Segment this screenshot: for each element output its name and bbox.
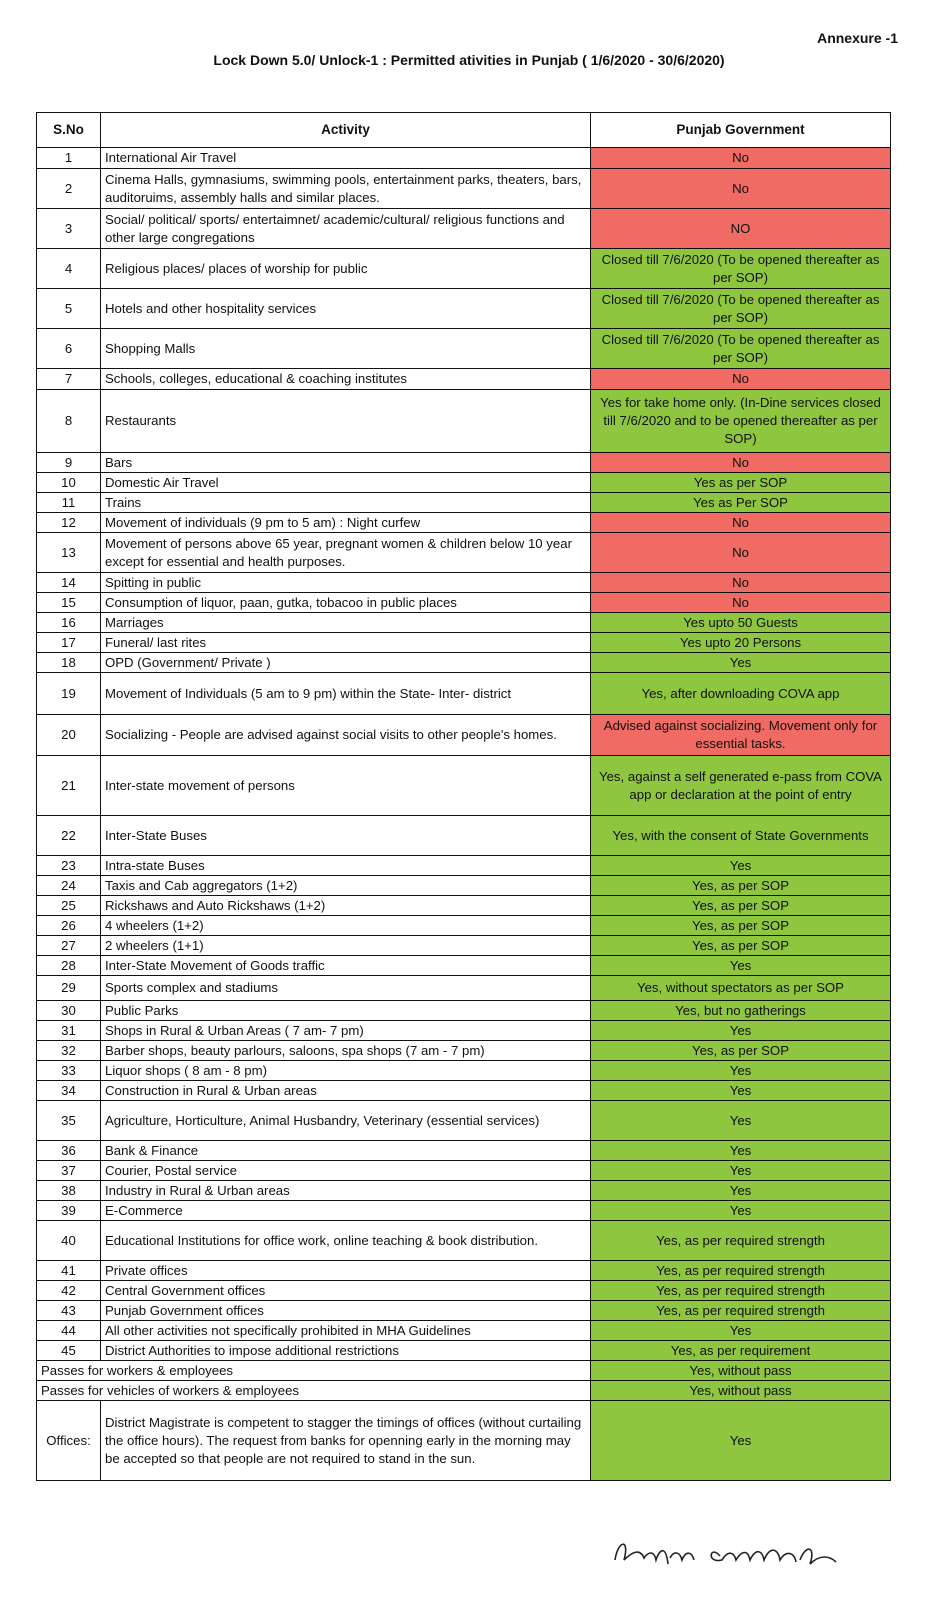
row-activity: OPD (Government/ Private ) xyxy=(101,653,591,673)
row-status: Yes, as per required strength xyxy=(591,1301,891,1321)
table-row xyxy=(37,976,891,1001)
table-row xyxy=(37,876,891,896)
row-sno: 21 xyxy=(37,756,101,816)
row-sno: 27 xyxy=(37,936,101,956)
table-row xyxy=(37,1281,891,1301)
row-activity: Movement of Individuals (5 am to 9 pm) within the State- Inter- district xyxy=(101,673,591,715)
table-row xyxy=(37,1181,891,1201)
row-status: Yes, as per SOP xyxy=(591,896,891,916)
row-status: Closed till 7/6/2020 (To be opened thereafter as per SOP) xyxy=(591,329,891,369)
row-status: Yes, as per SOP xyxy=(591,916,891,936)
row-activity: Private offices xyxy=(101,1261,591,1281)
row-status: No xyxy=(591,513,891,533)
row-status: Closed till 7/6/2020 (To be opened thereafter as per SOP) xyxy=(591,249,891,289)
row-activity: Rickshaws and Auto Rickshaws (1+2) xyxy=(101,896,591,916)
row-sno: 34 xyxy=(37,1081,101,1101)
pass-label: Passes for vehicles of workers & employees xyxy=(37,1381,591,1401)
row-activity: Sports complex and stadiums xyxy=(101,976,591,1001)
row-status: Yes, against a self generated e-pass from COVA app or declaration at the point of entry xyxy=(591,756,891,816)
row-activity: Bank & Finance xyxy=(101,1141,591,1161)
row-status: Yes xyxy=(591,1101,891,1141)
row-status: No xyxy=(591,369,891,390)
row-status: Yes xyxy=(591,1021,891,1041)
row-activity: E-Commerce xyxy=(101,1201,591,1221)
row-status: Yes xyxy=(591,856,891,876)
row-sno: 15 xyxy=(37,593,101,613)
activities-table xyxy=(36,112,891,1481)
row-activity: Public Parks xyxy=(101,1001,591,1021)
row-status: Yes as per SOP xyxy=(591,473,891,493)
table-row xyxy=(37,816,891,856)
row-sno: 36 xyxy=(37,1141,101,1161)
row-activity: Construction in Rural & Urban areas xyxy=(101,1081,591,1101)
row-activity: 2 wheelers (1+1) xyxy=(101,936,591,956)
row-activity: Inter-state movement of persons xyxy=(101,756,591,816)
row-activity: Movement of persons above 65 year, pregnant women & children below 10 year except for essential and health purposes. xyxy=(101,533,591,573)
row-activity: Trains xyxy=(101,493,591,513)
row-activity: Socializing - People are advised against social visits to other people's homes. xyxy=(101,715,591,756)
row-sno: 42 xyxy=(37,1281,101,1301)
row-sno: 38 xyxy=(37,1181,101,1201)
row-status: No xyxy=(591,169,891,209)
row-activity: Shopping Malls xyxy=(101,329,591,369)
row-activity: Cinema Halls, gymnasiums, swimming pools, entertainment parks, theaters, bars, auditoruims, assembly halls and similar places. xyxy=(101,169,591,209)
table-row xyxy=(37,493,891,513)
row-sno: 13 xyxy=(37,533,101,573)
row-sno: 1 xyxy=(37,148,101,169)
row-sno: 20 xyxy=(37,715,101,756)
table-row xyxy=(37,513,891,533)
row-activity: Spitting in public xyxy=(101,573,591,593)
table-row xyxy=(37,1101,891,1141)
row-sno: 25 xyxy=(37,896,101,916)
table-row xyxy=(37,1061,891,1081)
row-status: Yes, as per requirement xyxy=(591,1341,891,1361)
table-row xyxy=(37,1041,891,1061)
row-status: Yes as Per SOP xyxy=(591,493,891,513)
row-activity: Marriages xyxy=(101,613,591,633)
table-row xyxy=(37,533,891,573)
row-sno: 12 xyxy=(37,513,101,533)
table-body xyxy=(37,148,891,1481)
row-sno: 8 xyxy=(37,390,101,453)
table-row xyxy=(37,956,891,976)
table-row xyxy=(37,1261,891,1281)
row-sno: 37 xyxy=(37,1161,101,1181)
row-activity: Schools, colleges, educational & coaching institutes xyxy=(101,369,591,390)
row-sno: 4 xyxy=(37,249,101,289)
row-activity: Intra-state Buses xyxy=(101,856,591,876)
row-sno: 41 xyxy=(37,1261,101,1281)
row-activity: Domestic Air Travel xyxy=(101,473,591,493)
table-row xyxy=(37,756,891,816)
table-row xyxy=(37,1221,891,1261)
table-row xyxy=(37,856,891,876)
row-status: Yes, as per required strength xyxy=(591,1261,891,1281)
table-row xyxy=(37,1141,891,1161)
table-row xyxy=(37,1321,891,1341)
row-sno: 45 xyxy=(37,1341,101,1361)
table-row xyxy=(37,249,891,289)
header-activity: Activity xyxy=(101,113,591,148)
row-status: Yes, but no gatherings xyxy=(591,1001,891,1021)
row-sno: 6 xyxy=(37,329,101,369)
offices-status: Yes xyxy=(591,1401,891,1481)
row-activity: International Air Travel xyxy=(101,148,591,169)
row-activity: All other activities not specifically prohibited in MHA Guidelines xyxy=(101,1321,591,1341)
row-status: Yes xyxy=(591,653,891,673)
signature xyxy=(610,1530,890,1570)
table-row xyxy=(37,369,891,390)
annexure-label: Annexure -1 xyxy=(817,30,898,46)
table-row xyxy=(37,289,891,329)
row-sno: 32 xyxy=(37,1041,101,1061)
row-sno: 40 xyxy=(37,1221,101,1261)
row-activity: Shops in Rural & Urban Areas ( 7 am- 7 pm) xyxy=(101,1021,591,1041)
row-sno: 16 xyxy=(37,613,101,633)
row-activity: Taxis and Cab aggregators (1+2) xyxy=(101,876,591,896)
row-status: Yes xyxy=(591,1061,891,1081)
table-row xyxy=(37,1161,891,1181)
row-status: Yes xyxy=(591,1181,891,1201)
row-activity: Inter-State Buses xyxy=(101,816,591,856)
row-sno: 44 xyxy=(37,1321,101,1341)
row-sno: 18 xyxy=(37,653,101,673)
row-activity: Barber shops, beauty parlours, saloons, spa shops (7 am - 7 pm) xyxy=(101,1041,591,1061)
table-row xyxy=(37,390,891,453)
row-sno: 11 xyxy=(37,493,101,513)
table-row-pass xyxy=(37,1361,891,1381)
row-status: Yes for take home only. (In-Dine services closed till 7/6/2020 and to be opened thereafter as per SOP) xyxy=(591,390,891,453)
pass-label: Passes for workers & employees xyxy=(37,1361,591,1381)
row-status: Yes, without spectators as per SOP xyxy=(591,976,891,1001)
row-sno: 5 xyxy=(37,289,101,329)
row-activity: Movement of individuals (9 pm to 5 am) : Night curfew xyxy=(101,513,591,533)
row-activity: Consumption of liquor, paan, gutka, tobacoo in public places xyxy=(101,593,591,613)
row-activity: 4 wheelers (1+2) xyxy=(101,916,591,936)
pass-status: Yes, without pass xyxy=(591,1381,891,1401)
table-row xyxy=(37,896,891,916)
offices-activity: District Magistrate is competent to stagger the timings of offices (without curtailing the office hours). The request from banks for openning early in the morning may be accepted so that people are not required to stand in the sun. xyxy=(101,1401,591,1481)
table-row xyxy=(37,593,891,613)
row-status: Yes xyxy=(591,1161,891,1181)
row-sno: 26 xyxy=(37,916,101,936)
row-sno: 23 xyxy=(37,856,101,876)
row-sno: 29 xyxy=(37,976,101,1001)
row-sno: 14 xyxy=(37,573,101,593)
row-status: Yes, as per SOP xyxy=(591,876,891,896)
row-sno: 31 xyxy=(37,1021,101,1041)
table-row-pass xyxy=(37,1381,891,1401)
row-activity: Courier, Postal service xyxy=(101,1161,591,1181)
row-sno: 9 xyxy=(37,453,101,473)
row-activity: Liquor shops ( 8 am - 8 pm) xyxy=(101,1061,591,1081)
row-status: Yes, as per required strength xyxy=(591,1281,891,1301)
row-sno: 39 xyxy=(37,1201,101,1221)
row-activity: Educational Institutions for office work, online teaching & book distribution. xyxy=(101,1221,591,1261)
table-row xyxy=(37,1021,891,1041)
row-sno: 22 xyxy=(37,816,101,856)
row-status: Yes upto 50 Guests xyxy=(591,613,891,633)
row-sno: 24 xyxy=(37,876,101,896)
row-status: Closed till 7/6/2020 (To be opened thereafter as per SOP) xyxy=(591,289,891,329)
table-row xyxy=(37,1081,891,1101)
row-status: Advised against socializing. Movement only for essential tasks. xyxy=(591,715,891,756)
table-row xyxy=(37,209,891,249)
row-activity: Inter-State Movement of Goods traffic xyxy=(101,956,591,976)
row-activity: Industry in Rural & Urban areas xyxy=(101,1181,591,1201)
row-activity: District Authorities to impose additional restrictions xyxy=(101,1341,591,1361)
row-status: NO xyxy=(591,209,891,249)
row-activity: Hotels and other hospitality services xyxy=(101,289,591,329)
row-activity: Central Government offices xyxy=(101,1281,591,1301)
row-status: Yes, with the consent of State Governments xyxy=(591,816,891,856)
row-sno: 7 xyxy=(37,369,101,390)
table-row xyxy=(37,148,891,169)
table-row xyxy=(37,1341,891,1361)
table-row xyxy=(37,715,891,756)
table-row xyxy=(37,1201,891,1221)
row-status: Yes, after downloading COVA app xyxy=(591,673,891,715)
table-row xyxy=(37,1301,891,1321)
row-sno: 2 xyxy=(37,169,101,209)
header-status: Punjab Government xyxy=(591,113,891,148)
row-activity: Social/ political/ sports/ entertaimnet/ academic/cultural/ religious functions and other large congregations xyxy=(101,209,591,249)
row-activity: Bars xyxy=(101,453,591,473)
row-sno: 33 xyxy=(37,1061,101,1081)
row-status: Yes, as per SOP xyxy=(591,1041,891,1061)
row-sno: 19 xyxy=(37,673,101,715)
table-row xyxy=(37,673,891,715)
row-status: No xyxy=(591,453,891,473)
row-sno: 10 xyxy=(37,473,101,493)
row-sno: 28 xyxy=(37,956,101,976)
row-sno: 35 xyxy=(37,1101,101,1141)
table-row xyxy=(37,1001,891,1021)
row-activity: Funeral/ last rites xyxy=(101,633,591,653)
header-sno: S.No xyxy=(37,113,101,148)
row-activity: Religious places/ places of worship for public xyxy=(101,249,591,289)
pass-status: Yes, without pass xyxy=(591,1361,891,1381)
table-row xyxy=(37,573,891,593)
table-header-row xyxy=(37,113,891,148)
row-sno: 43 xyxy=(37,1301,101,1321)
page-title: Lock Down 5.0/ Unlock-1 : Permitted ativities in Punjab ( 1/6/2020 - 30/6/2020) xyxy=(213,52,725,68)
table-row xyxy=(37,453,891,473)
table-row xyxy=(37,329,891,369)
table-row xyxy=(37,613,891,633)
row-status: No xyxy=(591,593,891,613)
row-status: Yes xyxy=(591,1141,891,1161)
row-status: No xyxy=(591,533,891,573)
row-activity: Punjab Government offices xyxy=(101,1301,591,1321)
row-activity: Agriculture, Horticulture, Animal Husbandry, Veterinary (essential services) xyxy=(101,1101,591,1141)
row-status: Yes, as per required strength xyxy=(591,1221,891,1261)
row-status: No xyxy=(591,148,891,169)
row-status: No xyxy=(591,573,891,593)
row-sno: 17 xyxy=(37,633,101,653)
row-status: Yes xyxy=(591,1201,891,1221)
row-status: Yes xyxy=(591,956,891,976)
table-row xyxy=(37,169,891,209)
table-row xyxy=(37,473,891,493)
table-row-offices xyxy=(37,1401,891,1481)
row-sno: 30 xyxy=(37,1001,101,1021)
row-status: Yes, as per SOP xyxy=(591,936,891,956)
row-activity: Restaurants xyxy=(101,390,591,453)
row-status: Yes xyxy=(591,1081,891,1101)
offices-label: Offices: xyxy=(37,1401,101,1481)
table-row xyxy=(37,653,891,673)
row-status: Yes xyxy=(591,1321,891,1341)
table-row xyxy=(37,916,891,936)
table-row xyxy=(37,633,891,653)
table-row xyxy=(37,936,891,956)
row-status: Yes upto 20 Persons xyxy=(591,633,891,653)
row-sno: 3 xyxy=(37,209,101,249)
